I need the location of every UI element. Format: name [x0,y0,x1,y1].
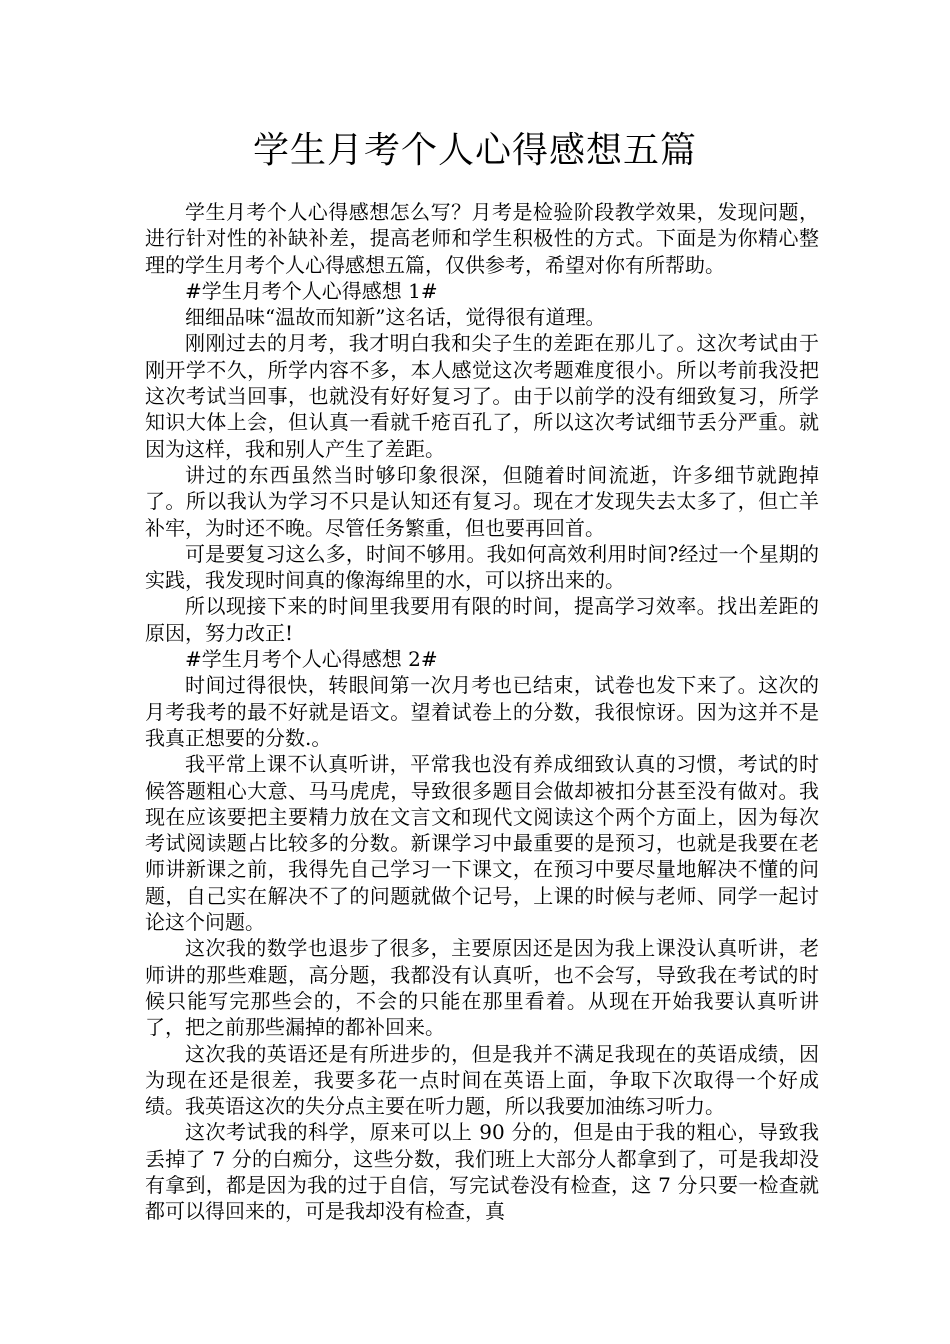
document-body [145,199,819,1225]
section-heading-1: #学生月考个人心得感想 1# [185,278,438,303]
paragraph: 可是要复习这么多，时间不够用。我如何高效利用时间?经过一个星期的实践，我发现时间真的像海绵里的水，可以挤出来的。 [145,541,819,593]
paragraph: 细细品味“温故而知新”这名话，觉得很有道理。 [185,305,606,330]
paragraph: 这次我的英语还是有所进步的，但是我并不满足我现在的英语成绩，因为现在还是很差，我要多花一点时间在英语上面，争取下次取得一个好成绩。我英语这次的失分点主要在听力题，所以我要加油练习听力。 [145,1041,819,1119]
paragraph: 我平常上课不认真听讲，平常我也没有养成细致认真的习惯，考试的时候答题粗心大意、马马虎虎，导致很多题目会做却被扣分甚至没有做对。我现在应该要把主要精力放在文言文和现代文阅读这个两个方面上，因为每次考试阅读题占比较多的分数。新课学习中最重要的是预习，也就是我要在老师讲新课之前，我得先自己学习一下课文，在预习中要尽量地解决不懂的问题，自己实在解决不了的问题就做个记号，上课的时候与老师、同学一起讨论这个问题。 [145,752,819,935]
paragraph: 讲过的东西虽然当时够印象很深，但随着时间流逝，许多细节就跑掉了。所以我认为学习不只是认知还有复习。现在才发现失去太多了，但亡羊补牢，为时还不晚。尽管任务繁重，但也要再回首。 [145,462,819,540]
paragraph: 时间过得很快，转眼间第一次月考也已结束，试卷也发下来了。这次的月考我考的最不好就是语文。望着试卷上的分数，我很惊讶。因为这并不是我真正想要的分数.。 [145,673,819,750]
paragraph: 所以现接下来的时间里我要用有限的时间，提高学习效率。找出差距的原因，努力改正! [145,594,819,645]
section-heading-2: #学生月考个人心得感想 2# [185,647,438,672]
paragraph-intro: 学生月考个人心得感想怎么写？月考是检验阶段教学效果，发现问题，进行针对性的补缺补差，提高老师和学生积极性的方式。下面是为你精心整理的学生月考个人心得感想五篇，仅供参考，希望对你有所帮助。 [145,200,819,277]
paragraph: 这次考试我的科学，原来可以上 90 分的，但是由于我的粗心，导致我丢掉了 7 分的白痴分，这些分数，我们班上大部分人都拿到了，可是我却没有拿到，都是因为我的过于自信，写完试卷没有检查，这 7 分只要一检查就都可以得回来的，可是我却没有检查，真 [145,1120,819,1224]
paragraph: 刚刚过去的月考，我才明白我和尖子生的差距在那儿了。这次考试由于刚开学不久，所学内容不多，本人感觉这次考题难度很小。所以考前我没把这次考试当回事，也就没有好好复习了。由于以前学的没有细致复习，所学知识大体上会，但认真一看就千疮百孔了，所以这次考试细节丢分严重。就因为这样，我和别人产生了差距。 [145,331,819,461]
paragraph: 这次我的数学也退步了很多，主要原因还是因为我上课没认真听讲，老师讲的那些难题，高分题，我都没有认真听，也不会写，导致我在考试的时候只能写完那些会的，不会的只能在那里看着。从现在开始我要认真听讲了，把之前那些漏掉的都补回来。 [145,936,819,1040]
document-title: 学生月考个人心得感想五篇 [252,130,697,171]
